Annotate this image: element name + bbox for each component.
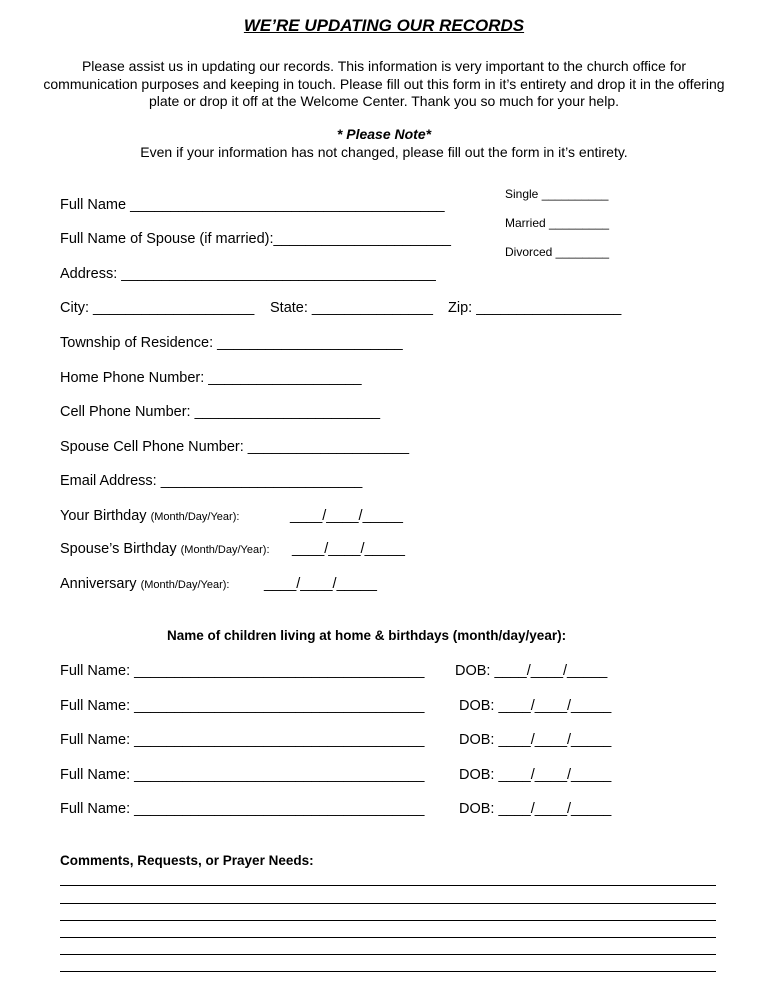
comments-heading: Comments, Requests, or Prayer Needs: <box>60 853 314 868</box>
status-divorced-field[interactable]: Divorced ________ <box>505 245 610 259</box>
child-dob-field[interactable]: DOB: ____/____/_____ <box>459 767 612 783</box>
child-dob-field[interactable]: DOB: ____/____/_____ <box>459 732 612 748</box>
anniversary-label: Anniversary <box>60 576 137 592</box>
zip-field[interactable]: Zip: __________________ <box>448 300 622 316</box>
your-birthday-field[interactable] <box>60 508 239 524</box>
your-birthday-label: Your Birthday <box>60 508 147 524</box>
spouse-birthday-field[interactable] <box>60 541 270 557</box>
full-name-field[interactable]: Full Name _______________________________________ <box>60 197 445 213</box>
children-heading: Name of children living at home & birthdays (month/day/year): <box>167 628 567 643</box>
spouse-name-field[interactable]: Full Name of Spouse (if married):______________________ <box>60 231 451 247</box>
comment-line[interactable] <box>60 885 716 886</box>
form-title: WE’RE UPDATING OUR RECORDS <box>243 16 525 35</box>
comment-line[interactable] <box>60 920 716 921</box>
your-birthday-blank[interactable]: ____/____/_____ <box>290 508 403 524</box>
child-dob-field[interactable]: DOB: ____/____/_____ <box>459 698 612 714</box>
spouse-cell-field[interactable]: Spouse Cell Phone Number: ____________________ <box>60 439 410 455</box>
note-title: * Please Note* <box>336 126 432 142</box>
anniversary-hint: (Month/Day/Year): <box>140 579 230 591</box>
email-field[interactable]: Email Address: _________________________ <box>60 473 363 489</box>
state-field[interactable]: State: _______________ <box>270 300 433 316</box>
anniversary-blank[interactable]: ____/____/_____ <box>264 576 377 592</box>
note-text: Even if your information has not changed, please fill out the form in it’s entirety. <box>140 144 628 160</box>
child-name-field[interactable]: Full Name: ____________________________________ <box>60 732 425 748</box>
intro-paragraph: Please assist us in updating our records. This information is very important to the church office for communication purposes and keeping in touch. Please fill out this form in it’s entirety and drop it in the offering plate or drop it off at the Welcome Center. Thank you so much for your help. <box>43 58 725 109</box>
comment-line[interactable] <box>60 937 716 938</box>
spouse-birthday-blank[interactable]: ____/____/_____ <box>292 541 405 557</box>
spouse-birthday-hint: (Month/Day/Year): <box>180 544 270 556</box>
address-field[interactable]: Address: _______________________________________ <box>60 266 436 282</box>
child-dob-field[interactable]: DOB: ____/____/_____ <box>455 663 608 679</box>
comment-line[interactable] <box>60 971 716 972</box>
anniversary-field[interactable] <box>60 576 229 592</box>
child-name-field[interactable]: Full Name: ____________________________________ <box>60 767 425 783</box>
city-field[interactable]: City: ____________________ <box>60 300 255 316</box>
comment-line[interactable] <box>60 954 716 955</box>
township-field[interactable]: Township of Residence: _______________________ <box>60 335 403 351</box>
child-name-field[interactable]: Full Name: ____________________________________ <box>60 663 425 679</box>
status-married-field[interactable]: Married _________ <box>505 216 610 230</box>
child-name-field[interactable]: Full Name: ____________________________________ <box>60 801 425 817</box>
your-birthday-hint: (Month/Day/Year): <box>150 511 240 523</box>
spouse-birthday-label: Spouse’s Birthday <box>60 541 177 557</box>
status-single-field[interactable]: Single __________ <box>505 187 609 201</box>
child-dob-field[interactable]: DOB: ____/____/_____ <box>459 801 612 817</box>
child-name-field[interactable]: Full Name: ____________________________________ <box>60 698 425 714</box>
cell-phone-field[interactable]: Cell Phone Number: _______________________ <box>60 404 381 420</box>
comment-line[interactable] <box>60 903 716 904</box>
home-phone-field[interactable]: Home Phone Number: ___________________ <box>60 370 362 386</box>
